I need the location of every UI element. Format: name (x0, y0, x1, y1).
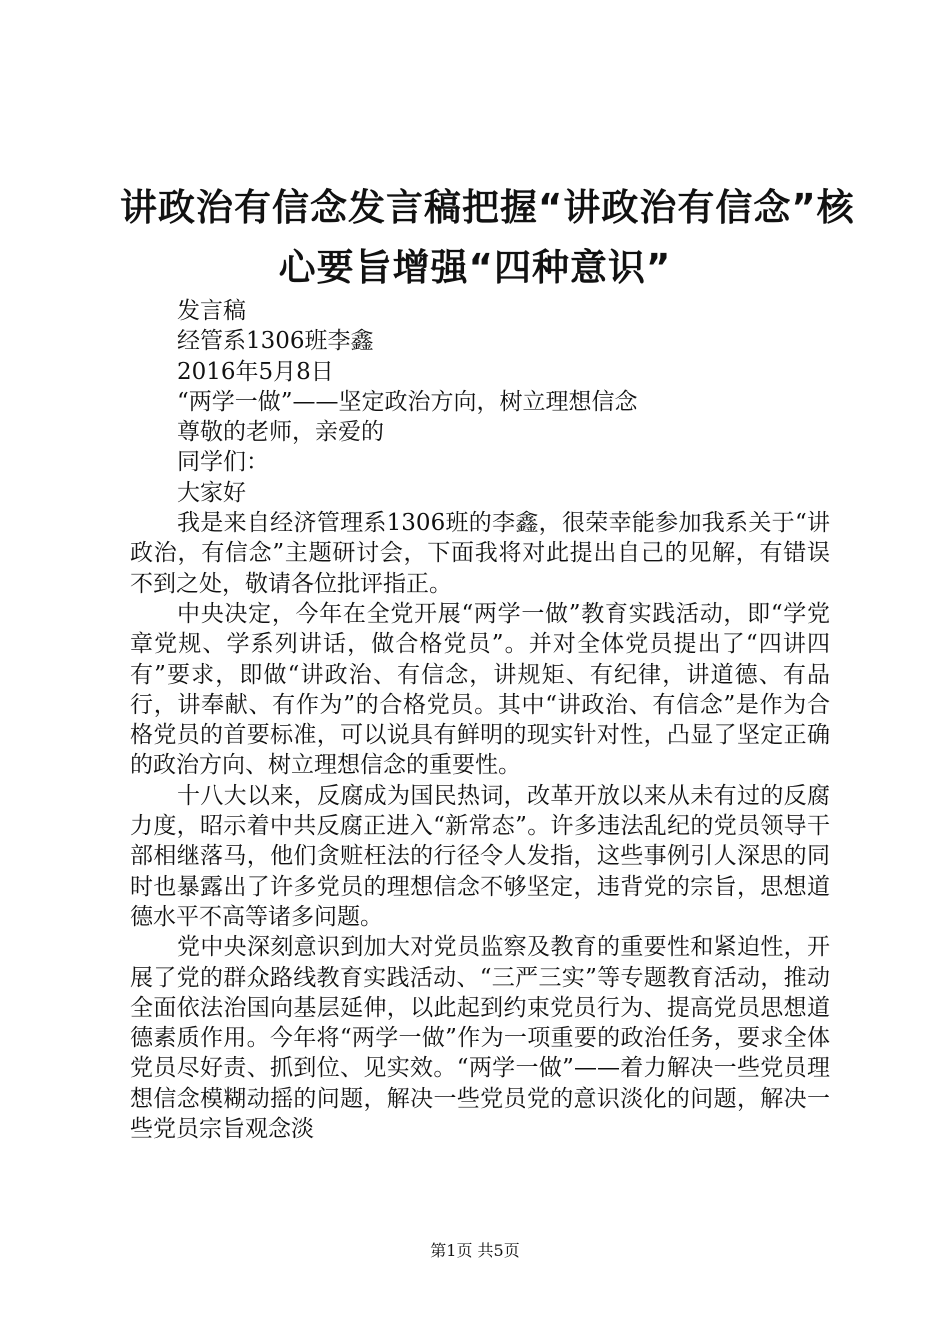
paragraph-intro: 我是来自经济管理系1306班的李鑫，很荣幸能参加我系关于“讲政治，有信念”主题研讨会，下面我将对此提出自己的见解，有错误不到之处，敬请各位批评指正。 (130, 510, 830, 597)
document-title-line-2: 心要旨增强“四种意识” (278, 246, 672, 289)
date-line: 2016年5月8日 (177, 358, 334, 385)
doc-type-label: 发言稿 (177, 298, 246, 324)
paragraph-anti-corruption: 十八大以来，反腐成为国民热词，改革开放以来从未有过的反腐力度，昭示着中共反腐正进入“新常态”。许多违法乱纪的党员领导干部相继落马，他们贪赃枉法的行径令人发指，这些事例引人深思的同时也暴露出了许多党员的理想信念不够坚定，违背党的宗旨，思想道德水平不高等诸多问题。 (130, 782, 830, 930)
paragraph-two-study-one-do: 中央决定，今年在全党开展“两学一做”教育实践活动，即“学党章党规、学系列讲话，做合格党员”。并对全体党员提出了“四讲四有”要求，即做“讲政治、有信念，讲规矩、有纪律，讲道德、有品行，讲奉献、有作为”的合格党员。其中“讲政治、有信念”是作为合格党员的首要标准，可以说具有鲜明的现实针对性，凸显了坚定正确的政治方向、树立理想信念的重要性。 (130, 600, 830, 779)
salutation-line-1: 尊敬的老师，亲爱的 (177, 419, 384, 446)
subtitle-line: “两学一做”——坚定政治方向，树立理想信念 (177, 388, 638, 415)
greeting-line: 大家好 (177, 479, 246, 506)
document-title-line-1: 讲政治有信念发言稿把握“讲政治有信念”核 (120, 186, 855, 229)
paragraph-party-education: 党中央深刻意识到加大对党员监察及教育的重要性和紧迫性，开展了党的群众路线教育实践活动、“三严三实”等专题教育活动，推动全面依法治国向基层延伸，以此起到约束党员行为、提高党员思想道德素质作用。今年将“两学一做”作为一项重要的政治任务，要求全体党员尽好责、抓到位、见实效。“两学一做”——着力解决一些党员理想信念模糊动摇的问题，解决一些党员党的意识淡化的问题，解决一些党员宗旨观念淡 (130, 934, 830, 1143)
document-body (130, 296, 830, 1144)
salutation-line-2: 同学们： (177, 449, 269, 476)
page-footer: 第1页 共5页 (430, 1241, 520, 1260)
author-line: 经管系1306班李鑫 (177, 328, 374, 355)
